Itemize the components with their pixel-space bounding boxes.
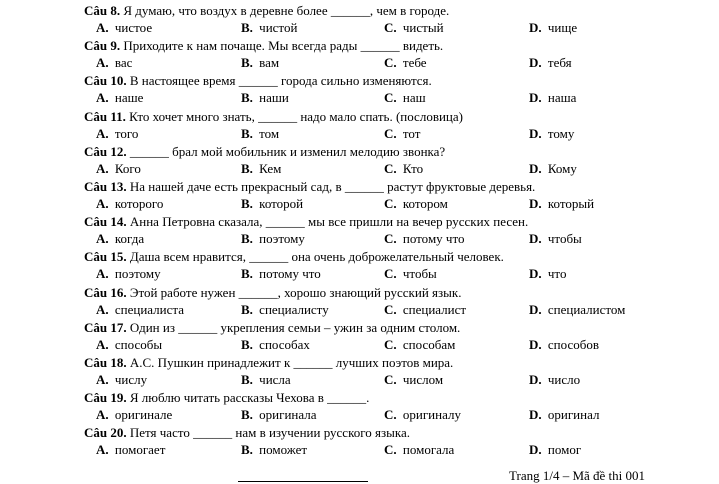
answer-option[interactable] xyxy=(529,161,577,177)
option-letter: C. xyxy=(384,90,397,106)
question-text: Приходите к нам почаще. Мы всегда рады ______ видеть. xyxy=(123,38,444,54)
option-letter: D. xyxy=(529,442,542,458)
option-letter: A. xyxy=(96,55,109,71)
option-text: того xyxy=(114,125,139,141)
option-text: чтобы xyxy=(547,231,582,247)
option-letter: C. xyxy=(384,407,397,423)
answer-option[interactable] xyxy=(96,407,172,423)
option-text: том xyxy=(259,125,280,141)
answer-option[interactable] xyxy=(529,20,577,36)
option-letter: B. xyxy=(241,231,253,247)
option-letter: B. xyxy=(241,125,253,141)
question-number: Câu 17. xyxy=(84,319,127,335)
option-text: что xyxy=(547,266,567,282)
option-text: чистое xyxy=(114,20,153,35)
answer-option[interactable] xyxy=(384,196,448,212)
option-letter: A. xyxy=(96,336,109,352)
option-letter: B. xyxy=(241,301,253,317)
option-text: чистой xyxy=(259,20,298,35)
option-letter: C. xyxy=(384,196,397,211)
question-text: Даша всем нравится, ______ она очень доброжелательный человек. xyxy=(129,249,504,265)
question-text: Этой работе нужен ______, хорошо знающий русский язык. xyxy=(129,284,462,300)
answer-option[interactable] xyxy=(241,161,281,177)
answer-option[interactable] xyxy=(241,55,279,71)
answer-option[interactable] xyxy=(529,407,599,423)
answer-options xyxy=(0,407,719,423)
question-number: Câu 20. xyxy=(84,425,127,441)
answer-option[interactable] xyxy=(96,337,162,353)
option-text: наше xyxy=(114,90,144,106)
answer-option[interactable] xyxy=(96,126,138,142)
answer-option[interactable] xyxy=(241,20,297,36)
answer-option[interactable] xyxy=(96,90,143,106)
answer-option[interactable] xyxy=(96,20,152,36)
answer-option[interactable] xyxy=(529,302,625,318)
option-text: тот xyxy=(402,125,421,141)
option-letter: B. xyxy=(241,90,253,106)
option-letter: C. xyxy=(384,231,397,247)
answer-option[interactable] xyxy=(96,231,144,247)
option-text: помог xyxy=(547,442,582,458)
question-stem xyxy=(84,249,504,265)
option-letter: B. xyxy=(241,266,253,282)
option-letter: A. xyxy=(96,266,109,282)
option-text: числа xyxy=(259,372,291,387)
question-stem xyxy=(84,144,445,160)
option-letter: C. xyxy=(384,125,397,141)
answer-options xyxy=(0,372,719,388)
answer-option[interactable] xyxy=(529,126,574,142)
question-number: Câu 19. xyxy=(84,390,127,406)
option-text: специалист xyxy=(402,301,467,317)
option-text: помогает xyxy=(114,442,166,458)
answer-option[interactable] xyxy=(529,337,599,353)
option-text: тому xyxy=(547,125,575,141)
option-letter: C. xyxy=(384,442,397,458)
option-text: поэтому xyxy=(259,231,305,247)
option-text: оригинале xyxy=(114,407,173,423)
option-letter: D. xyxy=(529,266,542,282)
question-number: Câu 13. xyxy=(84,179,127,194)
page-footer: Trang 1/4 – Mã đề thi 001 xyxy=(509,468,646,483)
option-text: специалиста xyxy=(114,301,185,317)
answer-option[interactable] xyxy=(384,266,437,282)
question-text: В настоящее время ______ города сильно изменяются. xyxy=(129,73,432,89)
option-text: Кто xyxy=(402,160,424,176)
answer-option[interactable] xyxy=(241,372,291,388)
question-text: А.С. Пушкин принадлежит к ______ лучших поэтов мира. xyxy=(129,355,454,370)
option-text: числу xyxy=(114,372,148,387)
answer-option[interactable] xyxy=(384,442,454,458)
option-letter: D. xyxy=(529,372,542,387)
question-text: На нашей даче есть прекрасный сад, в ______ растут фруктовые деревья. xyxy=(129,179,536,194)
answer-option[interactable] xyxy=(529,55,572,71)
answer-option[interactable] xyxy=(96,161,141,177)
answer-option[interactable] xyxy=(384,161,423,177)
answer-option[interactable] xyxy=(529,372,580,388)
answer-option[interactable] xyxy=(384,337,455,353)
option-letter: D. xyxy=(529,55,542,71)
answer-options xyxy=(0,161,719,177)
question-stem xyxy=(84,38,443,54)
option-letter: D. xyxy=(529,160,542,176)
option-letter: C. xyxy=(384,336,397,352)
answer-options xyxy=(0,302,719,318)
question-text: Я думаю, что воздух в деревне более ______, чем в городе. xyxy=(123,3,450,18)
answer-option[interactable] xyxy=(384,407,461,423)
option-letter: B. xyxy=(241,407,253,423)
question-stem xyxy=(84,73,432,89)
answer-option[interactable] xyxy=(529,90,576,106)
option-letter: C. xyxy=(384,55,397,71)
question-number: Câu 11. xyxy=(84,108,126,124)
option-text: способы xyxy=(114,336,163,352)
answer-option[interactable] xyxy=(241,266,321,282)
option-letter: C. xyxy=(384,20,397,35)
option-text: когда xyxy=(114,231,145,247)
option-letter: B. xyxy=(241,20,253,35)
option-letter: B. xyxy=(241,160,253,176)
option-text: вам xyxy=(259,55,280,71)
option-text: Кем xyxy=(259,160,282,176)
option-text: которого xyxy=(114,196,164,211)
answer-options xyxy=(0,196,719,212)
option-text: котором xyxy=(402,196,448,211)
answer-option[interactable] xyxy=(529,196,594,212)
answer-option[interactable] xyxy=(241,407,317,423)
option-text: способах xyxy=(259,336,310,352)
option-letter: A. xyxy=(96,196,109,211)
option-text: наши xyxy=(259,90,289,106)
option-text: которой xyxy=(259,196,304,211)
answer-option[interactable] xyxy=(241,442,307,458)
question-stem xyxy=(84,355,453,371)
option-text: помогала xyxy=(402,442,455,458)
option-text: специалистом xyxy=(547,301,626,317)
answer-option[interactable] xyxy=(384,231,464,247)
option-letter: D. xyxy=(529,407,542,423)
option-letter: D. xyxy=(529,336,542,352)
answer-options xyxy=(0,90,719,106)
answer-option[interactable] xyxy=(529,266,566,282)
question-stem xyxy=(84,285,461,301)
answer-option[interactable] xyxy=(529,442,581,458)
option-text: потому что xyxy=(402,231,465,247)
option-letter: D. xyxy=(529,20,542,35)
question-stem xyxy=(84,390,369,406)
question-stem xyxy=(84,214,528,230)
option-letter: B. xyxy=(241,196,253,211)
option-letter: A. xyxy=(96,160,109,176)
option-letter: B. xyxy=(241,442,253,458)
option-text: Кому xyxy=(547,160,577,176)
question-number: Câu 16. xyxy=(84,284,127,300)
option-letter: A. xyxy=(96,20,109,35)
option-letter: C. xyxy=(384,372,397,387)
question-stem xyxy=(84,3,449,19)
answer-option[interactable] xyxy=(96,266,161,282)
answer-option[interactable] xyxy=(96,372,147,388)
option-text: потому что xyxy=(259,266,321,282)
option-text: способов xyxy=(547,336,599,352)
option-text: оригиналу xyxy=(402,407,461,423)
answer-option[interactable] xyxy=(384,90,426,106)
option-text: Кого xyxy=(114,160,141,176)
option-letter: B. xyxy=(241,55,253,71)
answer-option[interactable] xyxy=(384,55,427,71)
answer-option[interactable] xyxy=(96,302,184,318)
option-letter: D. xyxy=(529,90,542,106)
option-letter: A. xyxy=(96,407,109,423)
option-text: чище xyxy=(547,20,578,35)
option-text: который xyxy=(547,196,595,211)
answer-option[interactable] xyxy=(384,126,420,142)
option-letter: A. xyxy=(96,231,109,247)
option-letter: C. xyxy=(384,160,397,176)
option-text: вас xyxy=(114,55,133,71)
option-text: оригинал xyxy=(547,407,600,423)
option-letter: B. xyxy=(241,336,253,352)
answer-options xyxy=(0,266,719,282)
footer-rule xyxy=(238,481,368,482)
answer-option[interactable] xyxy=(96,196,163,212)
answer-option[interactable] xyxy=(384,302,466,318)
option-text: оригинала xyxy=(259,407,317,423)
answer-options xyxy=(0,126,719,142)
answer-options xyxy=(0,442,719,458)
option-text: наш xyxy=(402,90,426,106)
option-text: наша xyxy=(547,90,577,106)
option-letter: D. xyxy=(529,301,542,317)
answer-option[interactable] xyxy=(241,126,279,142)
option-text: числом xyxy=(402,372,444,387)
answer-options xyxy=(0,20,719,36)
option-text: поэтому xyxy=(114,266,161,282)
option-text: поможет xyxy=(259,442,308,458)
option-text: чтобы xyxy=(402,266,437,282)
answer-option[interactable] xyxy=(384,20,444,36)
question-text: Один из ______ укрепления семьи – ужин за одним столом. xyxy=(129,319,461,335)
option-text: тебе xyxy=(402,55,427,71)
question-number: Câu 15. xyxy=(84,249,127,265)
question-number: Câu 18. xyxy=(84,355,127,370)
answer-option[interactable] xyxy=(241,196,303,212)
question-text: ______ брал мой мобильник и изменил мелодию звонка? xyxy=(129,143,446,159)
question-number: Câu 9. xyxy=(84,38,121,54)
question-stem xyxy=(84,425,410,441)
answer-option[interactable] xyxy=(241,337,310,353)
option-text: способам xyxy=(402,336,456,352)
option-letter: C. xyxy=(384,301,397,317)
answer-options xyxy=(0,337,719,353)
question-text: Петя часто ______ нам в изучении русского языка. xyxy=(129,425,410,441)
question-text: Кто хочет много знать, ______ надо мало спать. (пословица) xyxy=(129,108,463,124)
answer-option[interactable] xyxy=(241,90,289,106)
answer-option[interactable] xyxy=(96,442,165,458)
answer-option[interactable] xyxy=(384,372,443,388)
option-letter: C. xyxy=(384,266,397,282)
option-letter: A. xyxy=(96,301,109,317)
question-text: Я люблю читать рассказы Чехова в ______. xyxy=(129,390,370,406)
answer-option[interactable] xyxy=(96,55,132,71)
question-stem xyxy=(84,320,460,336)
option-letter: A. xyxy=(96,442,109,458)
answer-options xyxy=(0,231,719,247)
option-letter: B. xyxy=(241,372,253,387)
option-text: тебя xyxy=(547,55,572,71)
answer-option[interactable] xyxy=(529,231,582,247)
option-text: число xyxy=(547,372,581,387)
option-letter: A. xyxy=(96,125,109,141)
option-letter: A. xyxy=(96,372,109,387)
answer-options xyxy=(0,55,719,71)
option-text: специалисту xyxy=(259,301,329,317)
question-number: Câu 10. xyxy=(84,73,127,89)
question-number: Câu 12. xyxy=(84,143,127,159)
option-text: чистый xyxy=(402,20,444,35)
question-number: Câu 14. xyxy=(84,214,127,230)
question-stem xyxy=(84,179,535,195)
option-letter: D. xyxy=(529,231,542,247)
question-text: Анна Петровна сказала, ______ мы все пришли на вечер русских песен. xyxy=(129,214,529,230)
question-stem xyxy=(84,109,463,125)
answer-option[interactable] xyxy=(241,302,329,318)
answer-option[interactable] xyxy=(241,231,305,247)
question-number: Câu 8. xyxy=(84,3,121,18)
option-letter: D. xyxy=(529,196,542,211)
option-letter: A. xyxy=(96,90,109,106)
option-letter: D. xyxy=(529,125,542,141)
